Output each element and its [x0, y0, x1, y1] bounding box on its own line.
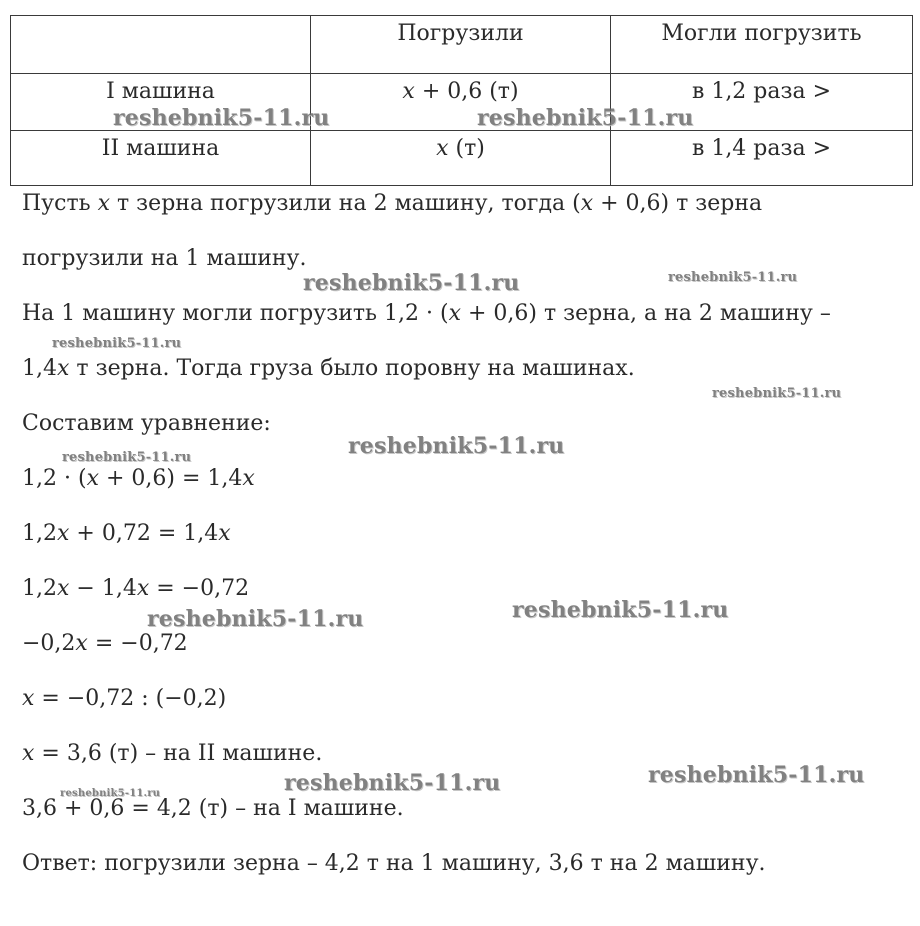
equation-line-4: −0,2x = −0,72 — [22, 631, 188, 656]
equation-line-1: 1,2 · (x + 0,6) = 1,4x — [22, 466, 255, 491]
equation-line-6: x = 3,6 (т) – на II машине. — [22, 741, 323, 766]
watermark: reshebnik5-11.ru — [113, 105, 330, 131]
solution-line-1: Пусть x т зерна погрузили на 2 машину, тогда (x + 0,6) т зерна — [22, 191, 763, 216]
watermark: reshebnik5-11.ru — [477, 105, 694, 131]
header-cell-empty — [11, 16, 311, 74]
watermark: reshebnik5-11.ru — [712, 386, 842, 401]
table-row — [11, 131, 913, 186]
table-header-row — [11, 16, 913, 74]
watermark: reshebnik5-11.ru — [512, 597, 729, 623]
watermark: reshebnik5-11.ru — [303, 270, 520, 296]
answer-line: Ответ: погрузили зерна – 4,2 т на 1 машину, 3,6 т на 2 машину. — [22, 851, 766, 876]
solution-line-2: погрузили на 1 машину. — [22, 246, 307, 271]
row-could-load: в 1,2 раза > — [611, 74, 913, 131]
watermark: reshebnik5-11.ru — [147, 606, 364, 632]
variable-x: x — [436, 136, 449, 161]
row-loaded — [311, 131, 611, 186]
header-cell-loaded: Погрузили — [311, 16, 611, 74]
equation-line-5: x = −0,72 : (−0,2) — [22, 686, 227, 711]
solution-line-3: На 1 машину могли погрузить 1,2 · (x + 0,6) т зерна, а на 2 машину – — [22, 301, 831, 326]
row-loaded-text: + 0,6 (т) — [414, 79, 519, 104]
watermark: reshebnik5-11.ru — [668, 270, 798, 285]
equation-line-2: 1,2x + 0,72 = 1,4x — [22, 521, 231, 546]
data-table — [10, 15, 913, 186]
row-could-load: в 1,4 раза > — [611, 131, 913, 186]
watermark: reshebnik5-11.ru — [62, 450, 192, 465]
table-row — [11, 74, 913, 131]
equation-line-3: 1,2x − 1,4x = −0,72 — [22, 576, 250, 601]
watermark: reshebnik5-11.ru — [348, 433, 565, 459]
watermark: reshebnik5-11.ru — [648, 762, 865, 788]
equation-line-7: 3,6 + 0,6 = 4,2 (т) – на I машине. — [22, 796, 404, 821]
row-loaded — [311, 74, 611, 131]
watermark: reshebnik5-11.ru — [284, 770, 501, 796]
watermark: reshebnik5-11.ru — [60, 788, 161, 799]
header-cell-could-load: Могли погрузить — [611, 16, 913, 74]
variable-x: x — [402, 79, 415, 104]
watermark: reshebnik5-11.ru — [52, 336, 182, 351]
solution-line-5: Составим уравнение: — [22, 411, 271, 436]
row-label: I машина — [11, 74, 311, 131]
row-loaded-text: (т) — [448, 136, 485, 161]
row-label: II машина — [11, 131, 311, 186]
solution-line-4: 1,4x т зерна. Тогда груза было поровну на машинах. — [22, 356, 635, 381]
